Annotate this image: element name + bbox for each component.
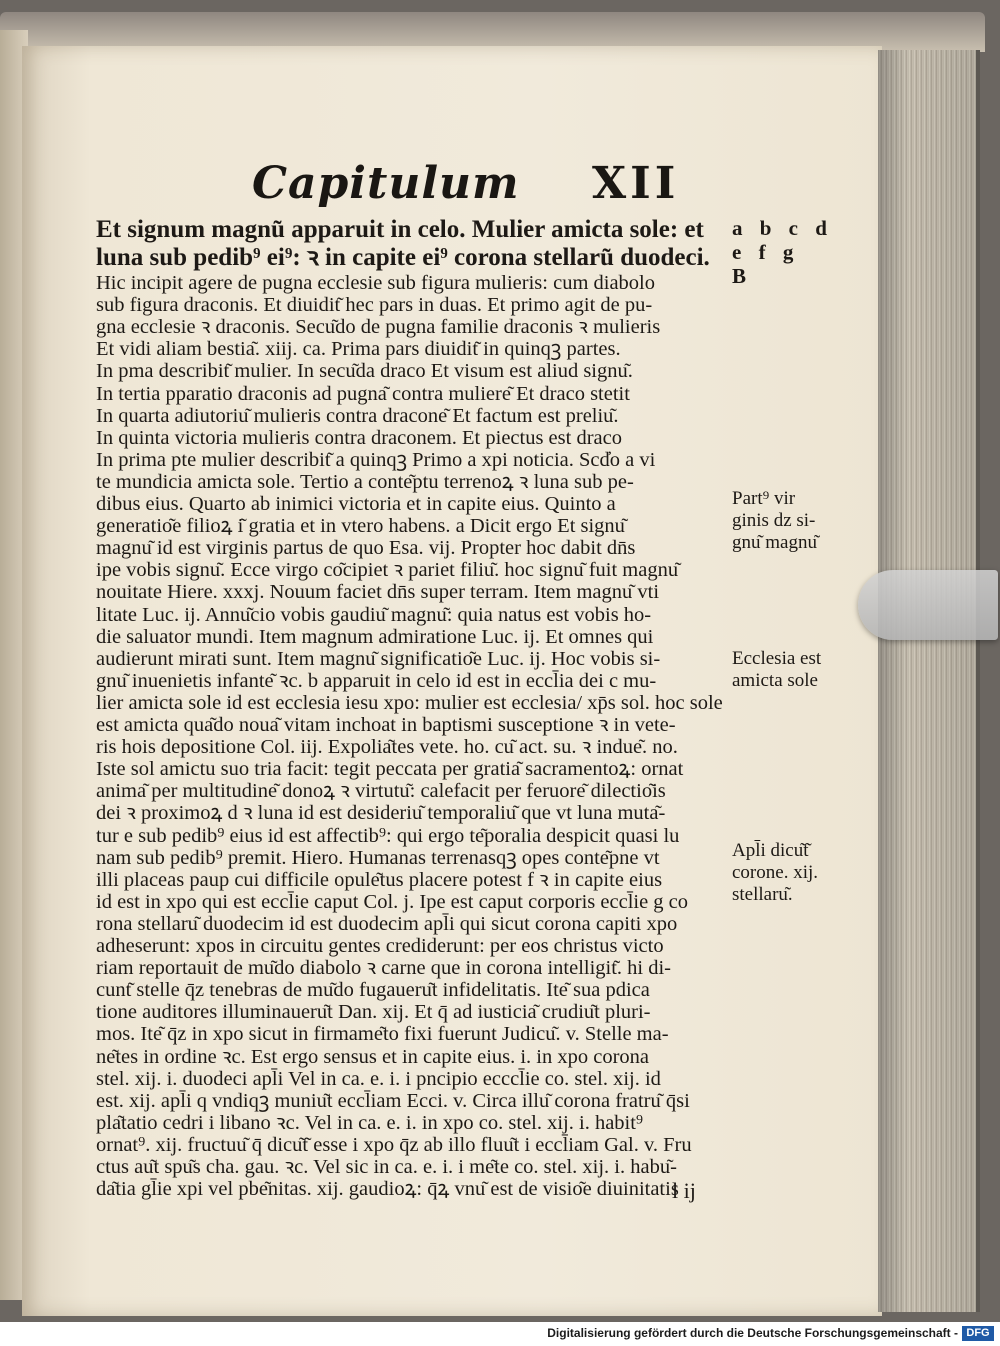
text-line: cunt͂ stelle q̄z tenebras de mu͂do fugaueru͂t infidelitatis. Ite͂ sua pdica [96, 979, 650, 1002]
text-line: luna sub pedib⁹ ei⁹: ꝛ in capite ei⁹ corona stellaru͂ duodeci. [96, 244, 710, 271]
text-line: nouitate Hiere. xxxj. Nouum faciet dn̄s super terram. Item magnu͂ vti [96, 581, 660, 604]
text-line: ne͂tes in ordine ꝛc. Est ergo sensus et in capite eius. i. in xpo corona [96, 1045, 650, 1068]
text-line: nam sub pedib⁹ premit. Hiero. Humanas terrenasqꝫ opes conte͂pne vt [96, 846, 660, 869]
text-line: adheserunt: xpos in circuitu gentes crediderunt: per eos christus victo [96, 935, 664, 957]
text-line: generatio͂e filioꝝ i͂ gratia et in vtero habens. a Dicit ergo Et signu͂ [96, 515, 625, 538]
text-line: ornat⁹. xij. fructuu͂ q̄ dicu͂t͂ esse i xpo q̄z ab illo fluu͂t i eccl̄iam Gal. v. Fru [96, 1133, 692, 1156]
text-line: litate Luc. ij. Annu͂cio vobis gaudiu͂ magnu͂: quia natus est vobis ho- [96, 603, 652, 626]
funding-credit: Digitalisierung gefördert durch die Deutsche Forschungsgemeinschaft - [547, 1326, 958, 1340]
text-line: Iste sol amictu suo tria facit: tegit peccata per gratia͂ sacramentoꝝ: ornat [96, 758, 684, 781]
margin-note-partus-2: ginis dz si- [732, 510, 816, 531]
text-line: In quarta adiutoriu͂ mulieris contra dracone͂ Et factum est preliu͂. [96, 404, 619, 427]
text-line: ipe vobis signu͂. Ecce virgo co͂cipiet ꝛ pariet filiu͂. hoc signu͂ fuit magnu͂ [96, 559, 679, 582]
text-line: anima͂ per multitudine͂ donoꝝ ꝛ virtutu͂: calefacit per feruore͂ dilectio͂is [96, 780, 666, 803]
text-line: In prima pte mulier describit͂ a quinqꝫ Primo a xpi noticia. Scd̓o a vi [96, 448, 656, 471]
text-line: tur e sub pedib⁹ eius id est affectib⁹: qui ergo te͂poralia despicit quasi lu [96, 824, 680, 847]
margin-note-apostoli-3: stellaru͂. [732, 884, 793, 905]
text-line: gnu͂ inuenietis infante͂ ꝛc. b apparuit in celo id est in eccl̄ia dei c mu- [96, 669, 657, 692]
margin-note-apostoli-1: Apl̄i dicu͂t͂ [732, 840, 809, 861]
margin-letter-b: B [732, 264, 753, 288]
chapter-heading-numeral: XII [592, 158, 680, 209]
dfg-logo: DFG [962, 1326, 994, 1341]
text-line: pla͂tatio cedri i libano ꝛc. Vel in ca. e. i. in xpo co. stel. xij. i. habit⁹ [96, 1111, 644, 1134]
text-line: dibus eius. Quarto ab inimici victoria et in capite eius. Quinto a [96, 493, 616, 515]
text-line: Et signum magnu͂ apparuit in celo. Mulier amicta sole: et [96, 216, 704, 243]
text-line: gna ecclesie ꝛ draconis. Secu͂do de pugna familie draconis ꝛ mulieris [96, 316, 661, 339]
text-line: audierunt mirati sunt. Item magnu͂ significatio͂e Luc. ij. Hoc vobis si- [96, 647, 661, 670]
bookmark-slip [858, 570, 998, 640]
text-line: Et vidi aliam bestia͂. xiij. ca. Prima pars diuidit͂ in quinqꝫ partes. [96, 338, 621, 361]
text-line: id est in xpo qui est eccl̄ie caput Col. j. Ipe est caput corporis eccl̄ie g co [96, 890, 689, 913]
main-text-column [96, 216, 736, 1216]
margin-letters-row1: a b c d [732, 216, 833, 240]
chapter-heading-word: Capitulum [252, 158, 520, 209]
text-line: tione auditores illuminaueru͂t Dan. xij. Et q̄ ad iusticia͂ crudiu͂t pluri- [96, 1001, 651, 1024]
margin-note-partus-3: gnu͂ magnu͂ [732, 532, 817, 553]
text-line: rona stellaru͂ duodecim id est duodecim apl̄i qui sicut corona capiti xpo [96, 912, 678, 935]
text-line: mos. Ite͂ q̄z in xpo sicut in firmame͂to fixi fuerunt Judicu͂. v. Stelle ma- [96, 1023, 669, 1046]
text-line: die saluator mundi. Item magnum admiratione Luc. ij. Et omnes qui [96, 625, 654, 648]
margin-notes [732, 216, 847, 916]
margin-note-ecclesia-1: Ecclesia est [732, 648, 822, 669]
margin-note-apostoli-2: corone. xij. [732, 862, 819, 883]
text-line: dei ꝛ proximoꝝ d ꝛ luna id est desideriu͂ temporaliu͂ que vt luna muta͂- [96, 802, 666, 825]
text-line: stel. xij. i. duodeci apl̄i Vel in ca. e. i. i pncipio ecccl̄ie co. stel. xij. id [96, 1067, 661, 1090]
margin-letters-row2: e f g [732, 240, 800, 264]
text-line: te mundicia amicta sole. Tertio a conte͂ptu terrenoꝝ ꝛ luna sub pe- [96, 470, 634, 493]
text-line: In quinta victoria mulieris contra draconem. Et piectus est draco [96, 426, 622, 449]
text-line: Hic incipit agere de pugna ecclesie sub figura mulieris: cum diabolo [96, 272, 656, 294]
chapter-heading [252, 158, 692, 218]
text-line: ris hois depositione Col. iij. Expolia͂tes vete. ho. cu͂ act. su. ꝛ indue͂. no. [96, 736, 678, 759]
page-stack-edges [878, 50, 980, 1312]
footer-bar [0, 1322, 1000, 1346]
text-line: magnu͂ id est virginis partus de quo Esa. vij. Propter hoc dabit dn̄s [96, 537, 636, 560]
text-line: illi placeas paup cui difficile opule͂tus placere potest f ꝛ in capite eius [96, 868, 663, 891]
text-line: In tertia pparatio draconis ad pugna͂ contra muliere͂ Et draco stetit [96, 382, 630, 405]
text-line: est amicta qua͂do noua͂ vitam inchoat in baptismi susceptione ꝛ in vete- [96, 714, 676, 736]
signature-mark: l ij [672, 1178, 696, 1203]
text-line: sub figura draconis. Et diuidit͂ hec pars in duas. Et primo agit de pu- [96, 294, 653, 317]
margin-note-ecclesia-2: amicta sole [732, 670, 818, 691]
text-line: lier amicta sole id est ecclesia iesu xpo: mulier est ecclesia/ xp̄s sol. hoc sole [96, 691, 723, 714]
text-line: da͂tia gl̄ie xpi vel pbe͂nitas. xij. gaudioꝝ: q̄ꝝ vnu͂ est de visio͂e diuinitatis [96, 1178, 679, 1201]
text-line: ctus au͂t spu͂s cha. gau. ꝛc. Vel sic in ca. e. i. i me͂te co. stel. xij. i. habu͂- [96, 1156, 677, 1178]
text-line: In pma describit͂ mulier. In secu͂da draco Et visum est aliud signu͂. [96, 360, 633, 383]
text-line: riam reportauit de mu͂do diabolo ꝛ carne que in corona intelligit͂. hi di- [96, 957, 672, 980]
margin-note-partus-1: Part⁹ vir [732, 488, 796, 509]
text-line: est. xij. apl̄i q vndiqꝫ muniu͂t eccl̄iam Ecci. v. Circa illu͂ corona fratru͂ q̄si [96, 1089, 690, 1112]
